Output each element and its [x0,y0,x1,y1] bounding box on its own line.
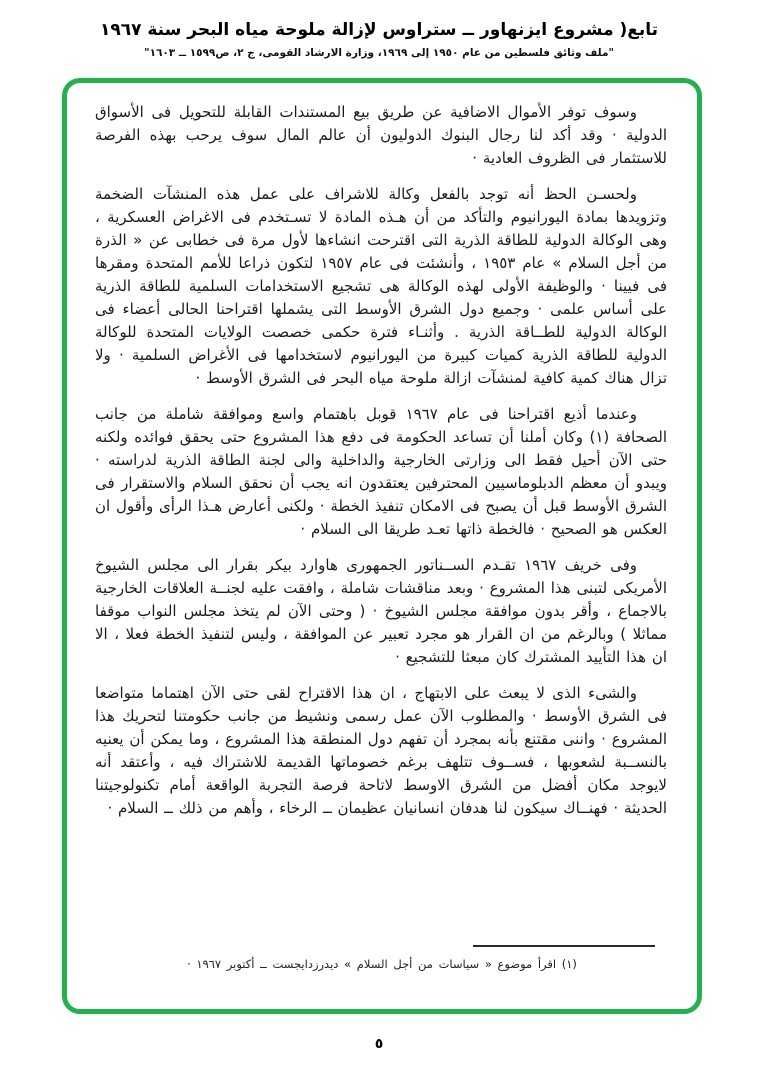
document-header [0,20,758,59]
paragraph-2: ولحسـن الحظ أنه توجد بالفعل وكالة للاشراف على عمل هذه المنشآت الضخمة وتزويدها بمادة اليورانيوم والتأكد من أن هـذه المادة لا تسـتخدم فى الاغراض العسكرية ، وهى الوكالة الدولية للطاقة الذرية التى اقترحت انشاءها لأول مرة فى خطابى عن « الذرة من أجل السلام » عام ١٩٥٣ ، وأنشئت فى عام ١٩٥٧ لتكون ذراعا للأمم المتحدة ومقرها فى فيينا · والوظيفة الأولى لهذه الوكالة هى تشجيع الاستخدامات السلمية للطاقة الذرية على أساس علمى · وجميع دول الشرق الأوسط التى يشملها اقتراحنا الحالى أعضاء فى الوكالة الدولية للطــاقة الذرية . وأثنـاء فترة حكمى خصصت الولايات المتحدة للوكالة الدولية للطاقة الذرية كميات كبيرة من اليورانيوم لاستخدامها فى الأغراض السلمية · ولا تزال هناك كمية كافية لمنشآت ازالة ملوحة مياه البحر فى الشرق الأوسط · [95,185,667,387]
document-text-block [95,101,667,889]
paragraph-5: والشىء الذى لا يبعث على الابتهاج ، ان هذا الاقتراح لقى حتى الآن اهتماما متواضعا فى الشرق الأوسط · والمطلوب الآن عمل رسمى ونشيط من جانب حكومتنا لتحريك هذا المشروع · واننى مقتنع بأنه بمجرد أن تفهم دول المنطقة هذا المشروع ، وما يمكن أن يعنيه بالنســبة لشعوبها ، فســوف تتلهف برغم خصوماتها القديمة للاشتراك فيه ، وأعتقد أنه لايوجد مكان أفضل من الشرق الاوسط لاتاحة فرصة التجربة الواقعة أمام تكنولوجيتنا الحديثة · فهنــاك سيكون لنا هدفان انسانيان عظيمان ــ الرخاء ، وأهم من ذلك ــ السلام · [95,684,667,817]
footnote: (١) اقرأ موضوع « سياسات من أجل السلام » ديدرزدايجست ــ أكتوبر ١٩٦٧ · [187,957,577,971]
page-title: تابع( مشروع ايزنهاور ــ ستراوس لإزالة ملوحة مياه البحر سنة ١٩٦٧ [99,20,659,40]
footnote-separator [473,945,655,947]
paragraph-4: وفى خريف ١٩٦٧ تقـدم الســناتور الجمهورى هاوارد بيكر بقرار الى مجلس الشيوخ الأمريكى لتبنى هذا المشروع · وبعد مناقشات شاملة ، وافقت عليه لجنــة العلاقات الخارجية بالاجماع ، وأقر بدون موافقة مجلس الشيوخ · ( وحتى الآن لم يتخذ مجلس النواب موقفا مماثلا ) وبالرغم من ان القرار هو مجرد تعبير عن الموافقة ، وليس لتنفيذ الخطة فعلا ، الا ان هذا التأييد المشترك كان مبعثا للتشجيع · [95,556,667,666]
footnote-area [97,945,667,971]
page-number: ٥ [374,1036,384,1052]
source-citation: "ملف وثائق فلسطين من عام ١٩٥٠ إلى ١٩٦٩، وزارة الارشاد القومى، ج ٢، ص١٥٩٩ ــ ١٦٠٣" [144,47,614,59]
document-frame [62,78,702,1014]
paragraph-3: وعندما أذيع اقتراحنا فى عام ١٩٦٧ قوبل باهتمام واسع وموافقة شاملة من جانب الصحافة (١) وكان أملنا أن تساعد الحكومة فى دفع هذا المشروع حتى يحقق فوائده ولكنه حتى الآن أحيل فقط الى وزارتى الخارجية والداخلية والى لجنة الطاقة الذرية لدراسته · ويبدو أن معظم الدبلوماسيين المحترفين يعتقدون انه يجب أن نحقق السلام والاستقرار فى الشرق الأوسط قبل أن يصبح فى الامكان تنفيذ الخطة · ولكنى أعارض هـذا الرأى وأقول ان العكس هو الصحيح · فالخطة ذاتها تعـد طريقا الى السلام · [95,405,667,538]
paragraph-1: وسوف توفر الأموال الاضافية عن طريق بيع المستندات القابلة للتحويل فى الأسواق الدولية · وقد أكد لنا رجال البنوك الدوليون أن عالم المال سوف يرحب بهذه الفرصة للاستثمار فى الظروف العادية · [95,103,667,167]
